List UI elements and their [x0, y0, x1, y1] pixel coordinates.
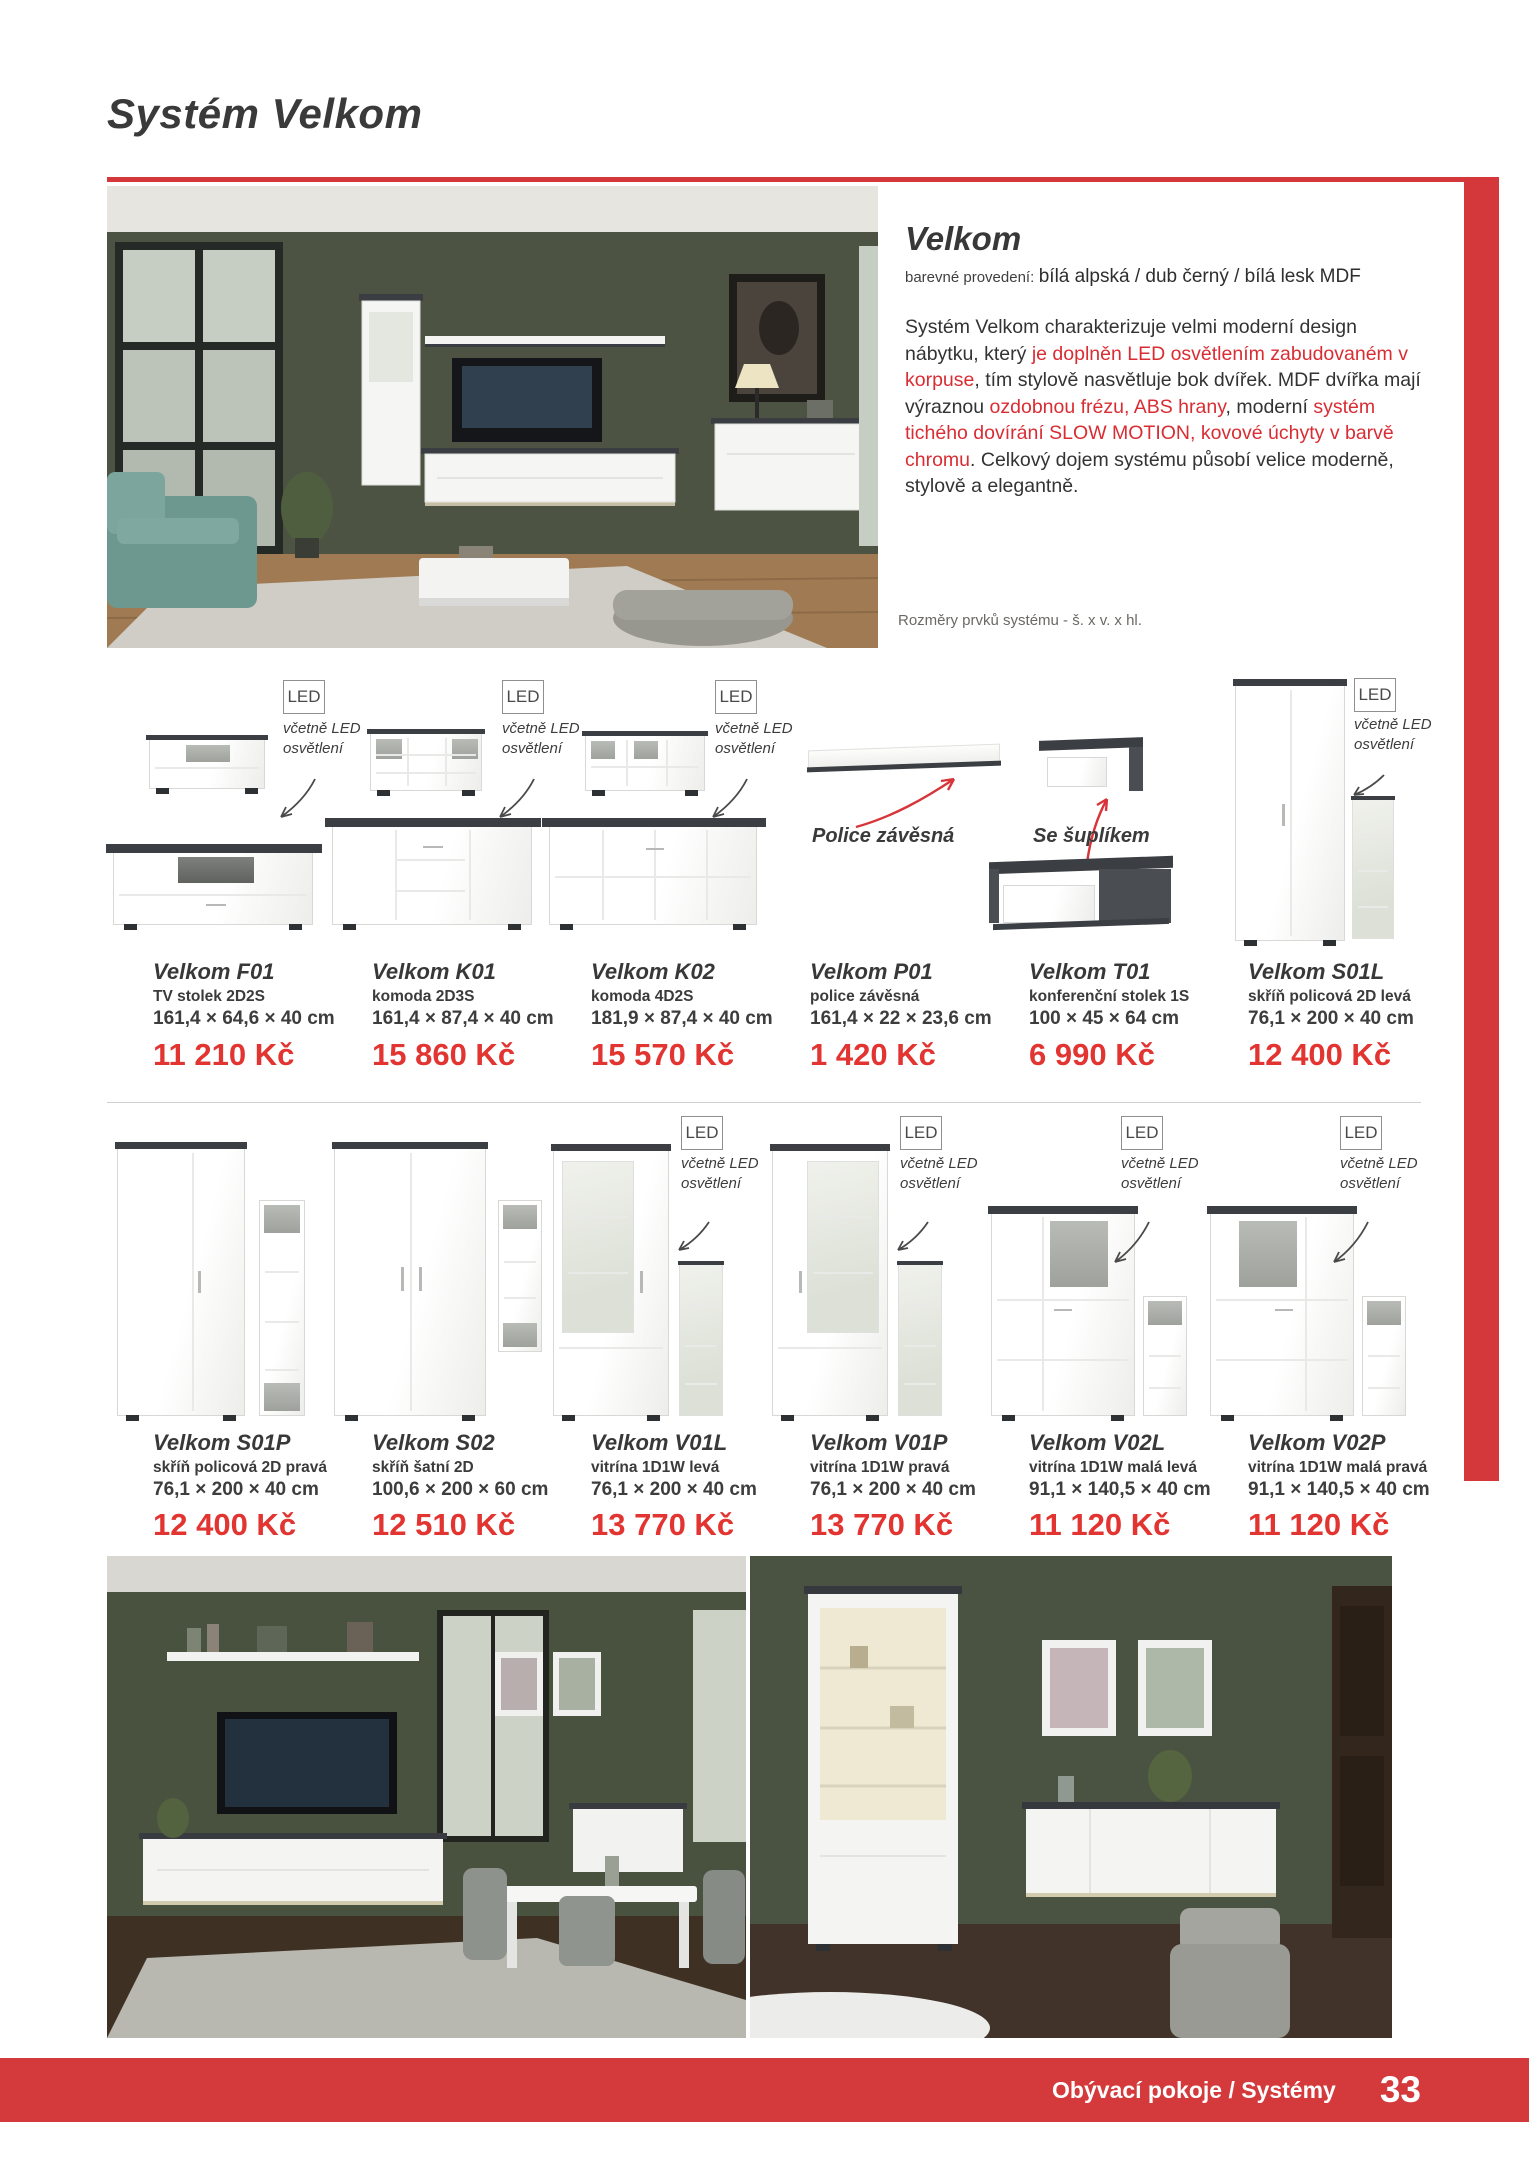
product-subtitle: vitrína 1D1W levá	[591, 1459, 720, 1476]
product-card-v01l	[545, 1108, 764, 1540]
product-subtitle: vitrína 1D1W malá pravá	[1248, 1459, 1428, 1476]
led-badge: LED	[1121, 1116, 1163, 1150]
product-dimensions: 181,9 × 87,4 × 40 cm	[591, 1008, 773, 1029]
product-card-s02	[326, 1108, 549, 1542]
product-dimensions: 161,4 × 87,4 × 40 cm	[372, 1008, 554, 1029]
product-card-v02p	[1202, 1108, 1430, 1542]
led-note: včetně LED osvětlení	[1340, 1155, 1418, 1192]
drawer-note: Se šuplíkem	[1033, 825, 1150, 847]
product-image	[113, 851, 313, 925]
arrow-down-icon	[1109, 1220, 1153, 1266]
product-price: 6 990 Kč	[1029, 1037, 1155, 1072]
led-note: včetně LED osvětlení	[1121, 1155, 1199, 1192]
product-dimensions: 100 × 45 × 64 cm	[1029, 1008, 1180, 1029]
product-name: Velkom V02L	[1029, 1430, 1166, 1455]
led-badge: LED	[1340, 1116, 1382, 1150]
product-price: 12 400 Kč	[153, 1507, 297, 1542]
product-name: Velkom V02P	[1248, 1430, 1386, 1455]
led-badge: LED	[900, 1116, 942, 1150]
dimensions-note: Rozměry prvků systému - š. x v. x hl.	[898, 612, 1142, 629]
product-dimensions: 161,4 × 64,6 × 40 cm	[153, 1008, 335, 1029]
product-name: Velkom P01	[810, 959, 933, 984]
product-thumbnail	[898, 1264, 942, 1416]
series-heading: Velkom	[905, 220, 1022, 257]
arrow-up-icon	[852, 773, 962, 831]
product-subtitle: vitrína 1D1W pravá	[810, 1459, 950, 1476]
product-row-1	[107, 675, 1432, 1100]
product-price: 13 770 Kč	[591, 1507, 735, 1542]
page-footer	[0, 2058, 1529, 2122]
product-subtitle: police závěsná	[810, 988, 920, 1005]
product-card-s01l	[1202, 675, 1432, 1100]
product-image	[117, 1148, 245, 1416]
product-name: Velkom K02	[591, 959, 715, 984]
product-image	[772, 1150, 888, 1416]
product-thumbnail	[1352, 799, 1394, 939]
led-badge: LED	[1354, 678, 1396, 712]
led-badge: LED	[715, 680, 757, 714]
product-name: Velkom S02	[372, 1430, 495, 1455]
product-card-t01	[983, 675, 1202, 1100]
led-badge: LED	[283, 680, 325, 714]
product-dimensions: 76,1 × 200 × 40 cm	[1248, 1008, 1414, 1029]
product-price: 12 400 Kč	[1248, 1037, 1392, 1072]
product-subtitle: vitrína 1D1W malá levá	[1029, 1459, 1197, 1476]
product-name: Velkom V01L	[591, 1430, 728, 1455]
product-thumbnail	[149, 739, 265, 789]
product-image	[332, 825, 532, 925]
product-image	[989, 859, 1173, 929]
product-subtitle: skříň policová 2D levá	[1248, 988, 1411, 1005]
product-thumbnail	[259, 1200, 305, 1416]
product-name: Velkom V01P	[810, 1430, 948, 1455]
led-badge: LED	[502, 680, 544, 714]
product-dimensions: 161,4 × 22 × 23,6 cm	[810, 1008, 992, 1029]
shelf-note: Police závěsná	[812, 825, 955, 847]
arrow-down-icon	[1348, 773, 1388, 799]
product-price: 11 120 Kč	[1248, 1507, 1390, 1542]
accent-sidebar	[1464, 177, 1499, 1481]
arrow-down-icon	[1328, 1220, 1372, 1266]
product-thumbnail	[1039, 739, 1143, 793]
product-price: 11 120 Kč	[1029, 1507, 1171, 1542]
product-price: 1 420 Kč	[810, 1037, 936, 1072]
led-note: včetně LED osvětlení	[715, 720, 793, 757]
product-price: 11 210 Kč	[153, 1037, 295, 1072]
intro-description: Systém Velkom charakterizuje velmi moderní design nábytku, který je doplněn LED osvětlením zabudovaném v korpuse, tím stylově nasvětluje bok dvířek. MDF dvířka mají výraznou ozdobnou frézu, ABS hrany, moderní systém tichého dovírání SLOW MOTION, kovové úchyty v barvě chromu. Celkový dojem systému působí velice moderně, stylově a elegantně.	[905, 316, 1421, 498]
product-thumbnail	[1362, 1296, 1406, 1416]
product-card-k01	[326, 675, 580, 1100]
product-name: Velkom K01	[372, 959, 496, 984]
product-thumbnail	[498, 1200, 542, 1352]
led-note: včetně LED osvětlení	[900, 1155, 978, 1192]
product-price: 15 570 Kč	[591, 1037, 735, 1072]
product-image	[808, 744, 1000, 769]
product-thumbnail	[370, 733, 482, 791]
living-room-scene-2	[107, 1556, 746, 2038]
arrow-down-icon	[892, 1220, 932, 1254]
led-note: včetně LED osvětlení	[681, 1155, 759, 1192]
dining-room-scene	[750, 1556, 1392, 2038]
footer-category: Obývací pokoje / Systémy	[1052, 2076, 1336, 2103]
led-badge: LED	[681, 1116, 723, 1150]
product-price: 12 510 Kč	[372, 1507, 516, 1542]
living-room-scene	[107, 186, 878, 648]
row-divider	[107, 1102, 1421, 1103]
product-subtitle: skříň šatní 2D	[372, 1459, 474, 1476]
product-dimensions: 76,1 × 200 × 40 cm	[591, 1479, 757, 1500]
product-dimensions: 76,1 × 200 × 40 cm	[810, 1479, 976, 1500]
product-name: Velkom T01	[1029, 959, 1151, 984]
product-subtitle: komoda 4D2S	[591, 988, 694, 1005]
arrow-down-icon	[273, 777, 319, 821]
product-thumbnail	[1143, 1296, 1187, 1416]
accent-divider	[107, 177, 1499, 182]
color-variants	[905, 266, 1425, 288]
color-variants-value: bílá alpská / dub černý / bílá lesk MDF	[1038, 266, 1361, 287]
arrow-down-icon	[705, 777, 751, 821]
product-image	[549, 825, 757, 925]
led-note: včetně LED osvětlení	[502, 720, 580, 757]
arrow-down-icon	[673, 1220, 713, 1254]
product-thumbnail	[585, 735, 705, 791]
product-card-k02	[545, 675, 793, 1100]
product-image	[1235, 685, 1345, 941]
product-subtitle: konferenční stolek 1S	[1029, 988, 1190, 1005]
product-subtitle: TV stolek 2D2S	[153, 988, 265, 1005]
led-note: včetně LED osvětlení	[1354, 716, 1432, 753]
product-name: Velkom S01P	[153, 1430, 291, 1455]
product-card-p01	[764, 675, 992, 1100]
product-card-f01	[107, 675, 361, 1100]
product-subtitle: komoda 2D3S	[372, 988, 475, 1005]
color-variants-label: barevné provedení:	[905, 269, 1035, 286]
product-card-v02l	[983, 1108, 1211, 1542]
room-photo-right	[750, 1556, 1392, 2038]
product-thumbnail	[679, 1264, 723, 1416]
arrow-down-icon	[492, 777, 538, 821]
intro-section	[905, 220, 1425, 500]
product-price: 13 770 Kč	[810, 1507, 954, 1542]
product-dimensions: 76,1 × 200 × 40 cm	[153, 1479, 319, 1500]
page-number: 33	[1379, 2069, 1421, 2110]
page-title: Systém Velkom	[107, 90, 423, 137]
room-photo-left	[107, 1556, 746, 2038]
product-name: Velkom S01L	[1248, 959, 1385, 984]
product-card-v01p	[764, 1108, 983, 1540]
led-note: včetně LED osvětlení	[283, 720, 361, 757]
product-price: 15 860 Kč	[372, 1037, 516, 1072]
product-subtitle: skříň policová 2D pravá	[153, 1459, 328, 1476]
product-dimensions: 91,1 × 140,5 × 40 cm	[1248, 1479, 1430, 1500]
product-dimensions: 91,1 × 140,5 × 40 cm	[1029, 1479, 1211, 1500]
product-image	[334, 1148, 486, 1416]
product-card-s01p	[107, 1108, 326, 1540]
product-dimensions: 100,6 × 200 × 60 cm	[372, 1479, 549, 1500]
product-row-2	[107, 1108, 1430, 1542]
product-name: Velkom F01	[153, 959, 275, 984]
hero-photo	[107, 186, 878, 648]
product-image	[553, 1150, 669, 1416]
